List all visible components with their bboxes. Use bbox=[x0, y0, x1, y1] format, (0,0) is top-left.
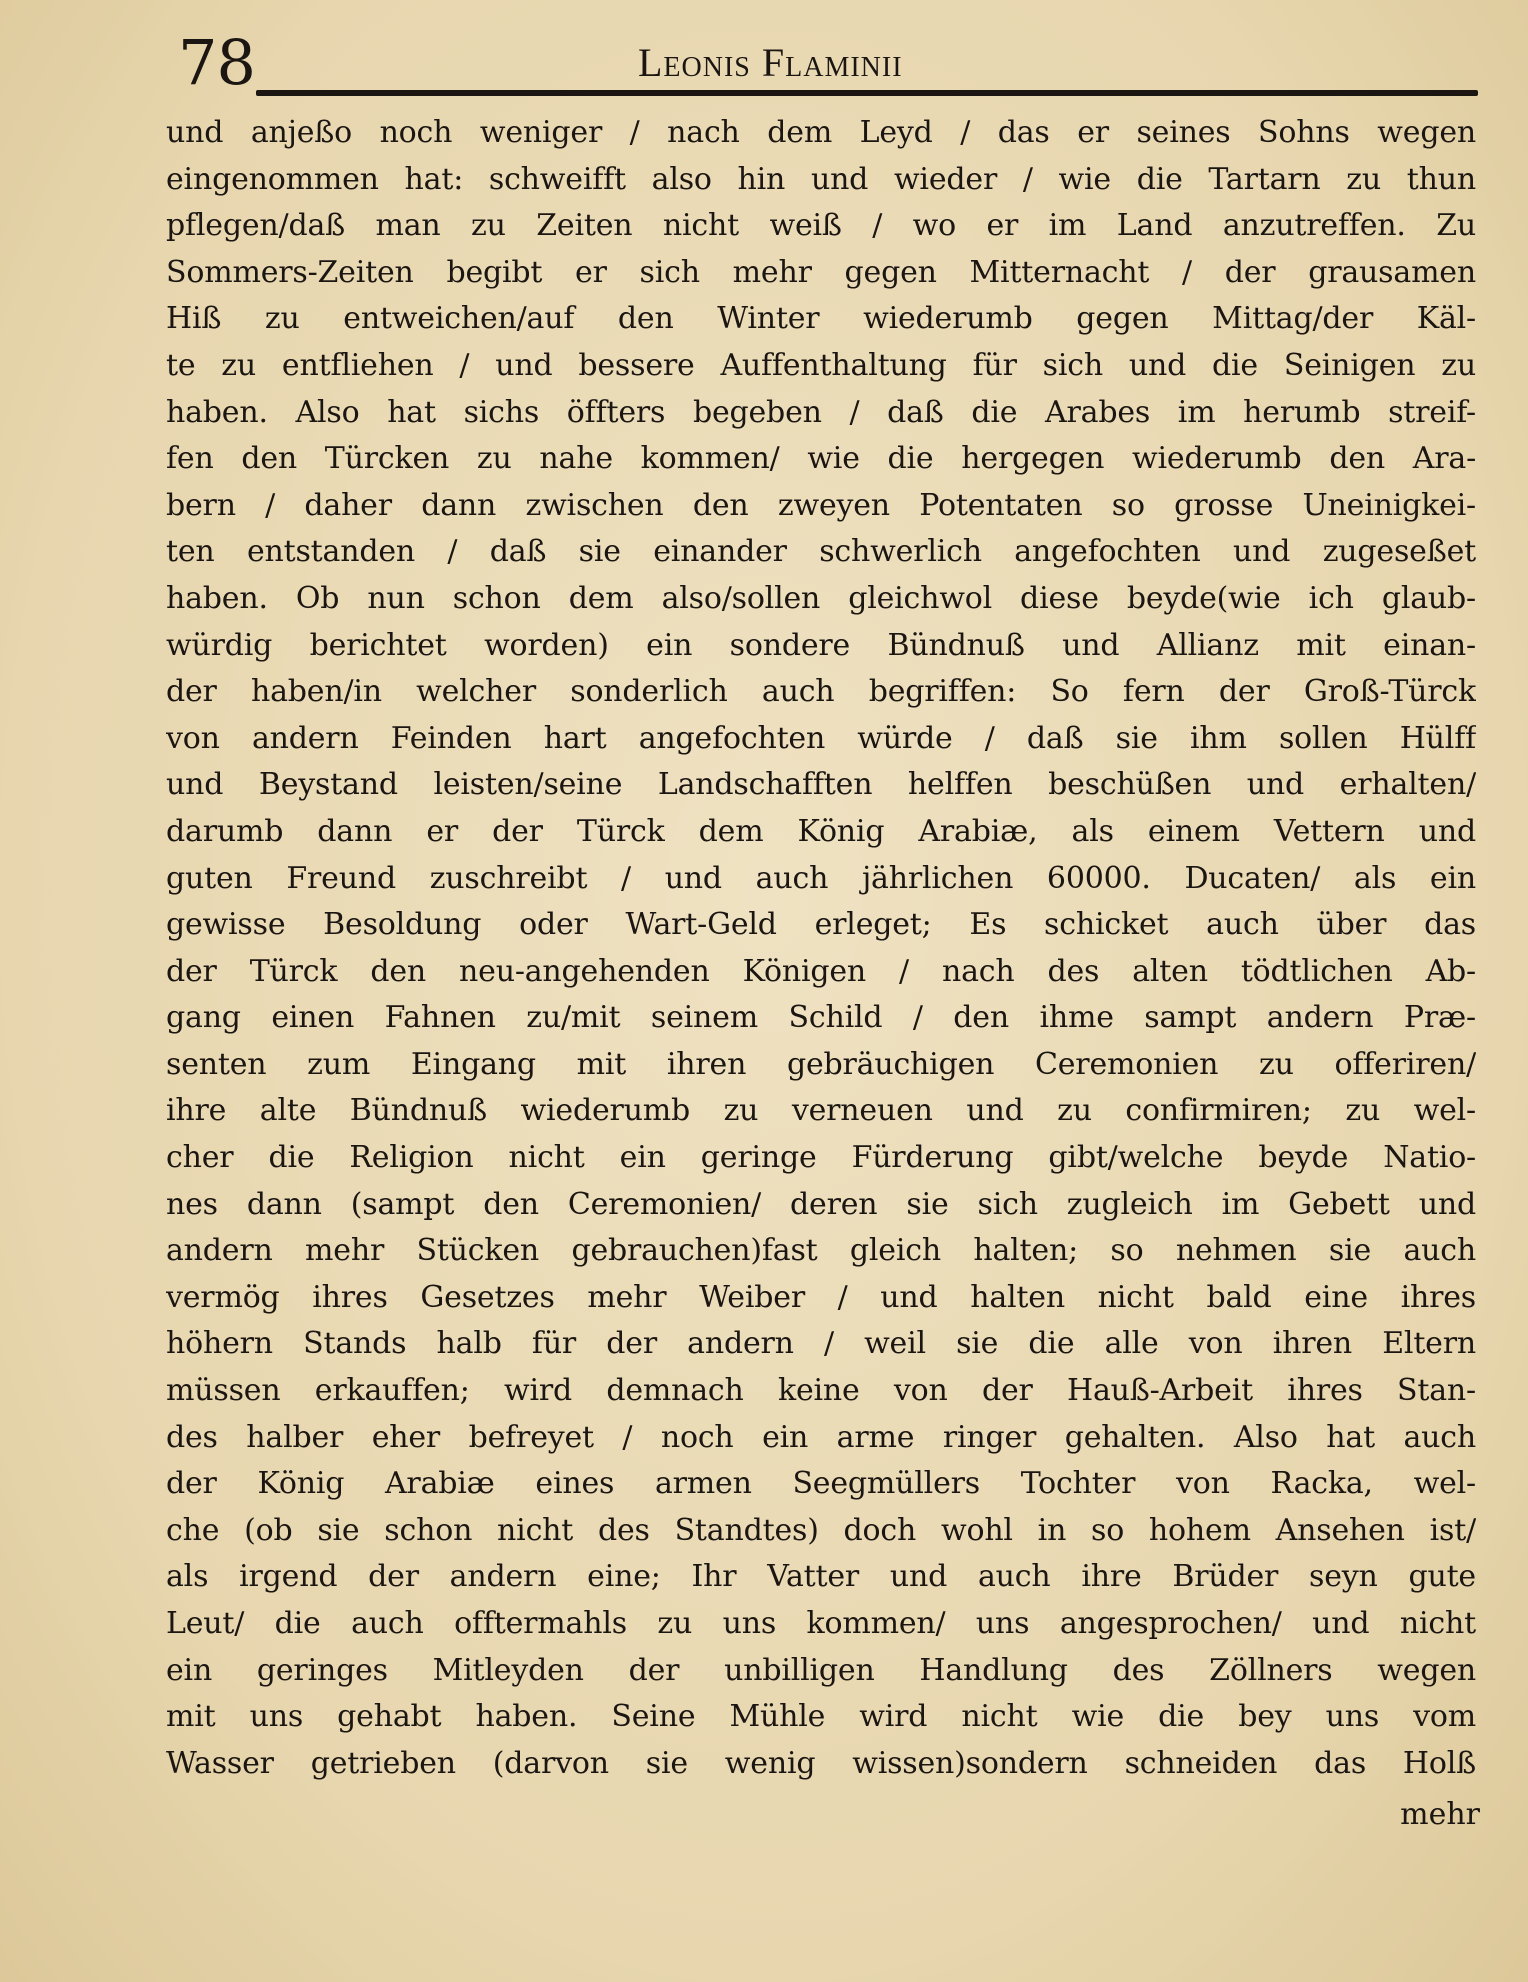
text-line: von andern Feinden hart angefochten würde / daß sie ihm sollen Hülff bbox=[166, 720, 1476, 756]
text-line: Leut/ die auch offtermahls zu uns kommen/ uns angesprochen/ und nicht bbox=[166, 1606, 1476, 1641]
text-line: andern mehr Stücken gebrauchen)fast gleich halten; so nehmen sie auch bbox=[166, 1233, 1476, 1269]
header-rule bbox=[256, 90, 1478, 96]
text-line: vermög ihres Gesetzes mehr Weiber / und halten nicht bald eine ihres bbox=[166, 1279, 1476, 1315]
text-line: der haben/in welcher sonderlich auch begriffen: So fern der Groß-Türck bbox=[166, 674, 1476, 710]
text-line: che (ob sie schon nicht des Standtes) doch wohl in so hohem Ansehen ist/ bbox=[166, 1512, 1476, 1548]
text-line: ihre alte Bündnuß wiederumb zu verneuen und zu confirmiren; zu wel- bbox=[166, 1093, 1476, 1129]
catchword: mehr bbox=[1400, 1797, 1480, 1832]
text-line: senten zum Eingang mit ihren gebräuchigen Ceremonien zu offeriren/ bbox=[166, 1046, 1476, 1082]
text-line: haben. Also hat sichs öffters begeben / daß die Arabes im herumb streif- bbox=[166, 394, 1476, 430]
page-number: 78 bbox=[178, 26, 255, 99]
text-line: mit uns gehabt haben. Seine Mühle wird nicht wie die bey uns vom bbox=[166, 1699, 1476, 1735]
text-line: Wasser getrieben (darvon sie wenig wissen)sondern schneiden das Holß bbox=[166, 1745, 1476, 1781]
text-line: der König Arabiæ eines armen Seegmüllers Tochter von Racka, wel- bbox=[166, 1466, 1476, 1502]
page-header bbox=[178, 28, 1478, 98]
text-line: der Türck den neu-angehenden Königen / nach des alten tödtlichen Ab- bbox=[166, 953, 1476, 989]
text-line: und Beystand leisten/seine Landschafften helffen beschüßen und erhalten/ bbox=[166, 767, 1476, 803]
text-line: müssen erkauffen; wird demnach keine von der Hauß-Arbeit ihres Stan- bbox=[166, 1373, 1476, 1409]
text-line: und anjeßo noch weniger / nach dem Leyd / das er seines Sohns wegen bbox=[166, 115, 1476, 150]
text-line: guten Freund zuschreibt / und auch jährlichen 60000. Ducaten/ als ein bbox=[166, 860, 1476, 896]
text-line: Sommers-Zeiten begibt er sich mehr gegen Mitternacht / der grausamen bbox=[166, 254, 1476, 290]
text-line: Hiß zu entweichen/auf den Winter wiederumb gegen Mittag/der Käl- bbox=[166, 301, 1476, 337]
text-line: höhern Stands halb für der andern / weil sie die alle von ihren Eltern bbox=[166, 1326, 1476, 1362]
text-line: pflegen/daß man zu Zeiten nicht weiß / wo er im Land anzutreffen. Zu bbox=[166, 208, 1476, 244]
text-line: gewisse Besoldung oder Wart-Geld erleget; Es schicket auch über das bbox=[166, 907, 1476, 943]
text-line: bern / daher dann zwischen den zweyen Potentaten so grosse Uneinigkei- bbox=[166, 487, 1476, 523]
text-line: würdig berichtet worden) ein sondere Bündnuß und Allianz mit einan- bbox=[166, 627, 1476, 663]
text-line: te zu entfliehen / und bessere Auffenthaltung für sich und die Seinigen zu bbox=[166, 347, 1476, 383]
text-line: ten entstanden / daß sie einander schwerlich angefochten und zugeseßet bbox=[166, 534, 1476, 570]
text-line: gang einen Fahnen zu/mit seinem Schild / den ihme sampt andern Præ- bbox=[166, 1000, 1476, 1036]
text-line: des halber eher befreyet / noch ein arme ringer gehalten. Also hat auch bbox=[166, 1419, 1476, 1455]
text-line: als irgend der andern eine; Ihr Vatter und auch ihre Brüder seyn gute bbox=[166, 1559, 1476, 1595]
text-line: ein geringes Mitleyden der unbilligen Handlung des Zöllners wegen bbox=[166, 1652, 1476, 1688]
text-line: nes dann (sampt den Ceremonien/ deren sie sich zugleich im Gebett und bbox=[166, 1186, 1476, 1222]
body-text bbox=[166, 110, 1476, 1787]
text-line: haben. Ob nun schon dem also/sollen gleichwol diese beyde(wie ich glaub- bbox=[166, 580, 1476, 616]
text-line: fen den Türcken zu nahe kommen/ wie die hergegen wiederumb den Ara- bbox=[166, 441, 1476, 477]
text-line: eingenommen hat: schweifft also hin und wieder / wie die Tartarn zu thun bbox=[166, 161, 1476, 197]
text-line: darumb dann er der Türck dem König Arabiæ, als einem Vettern und bbox=[166, 813, 1476, 849]
text-line: cher die Religion nicht ein geringe Fürderung gibt/welche beyde Natio- bbox=[166, 1140, 1476, 1176]
running-head: Leonis Flaminii bbox=[638, 40, 903, 85]
